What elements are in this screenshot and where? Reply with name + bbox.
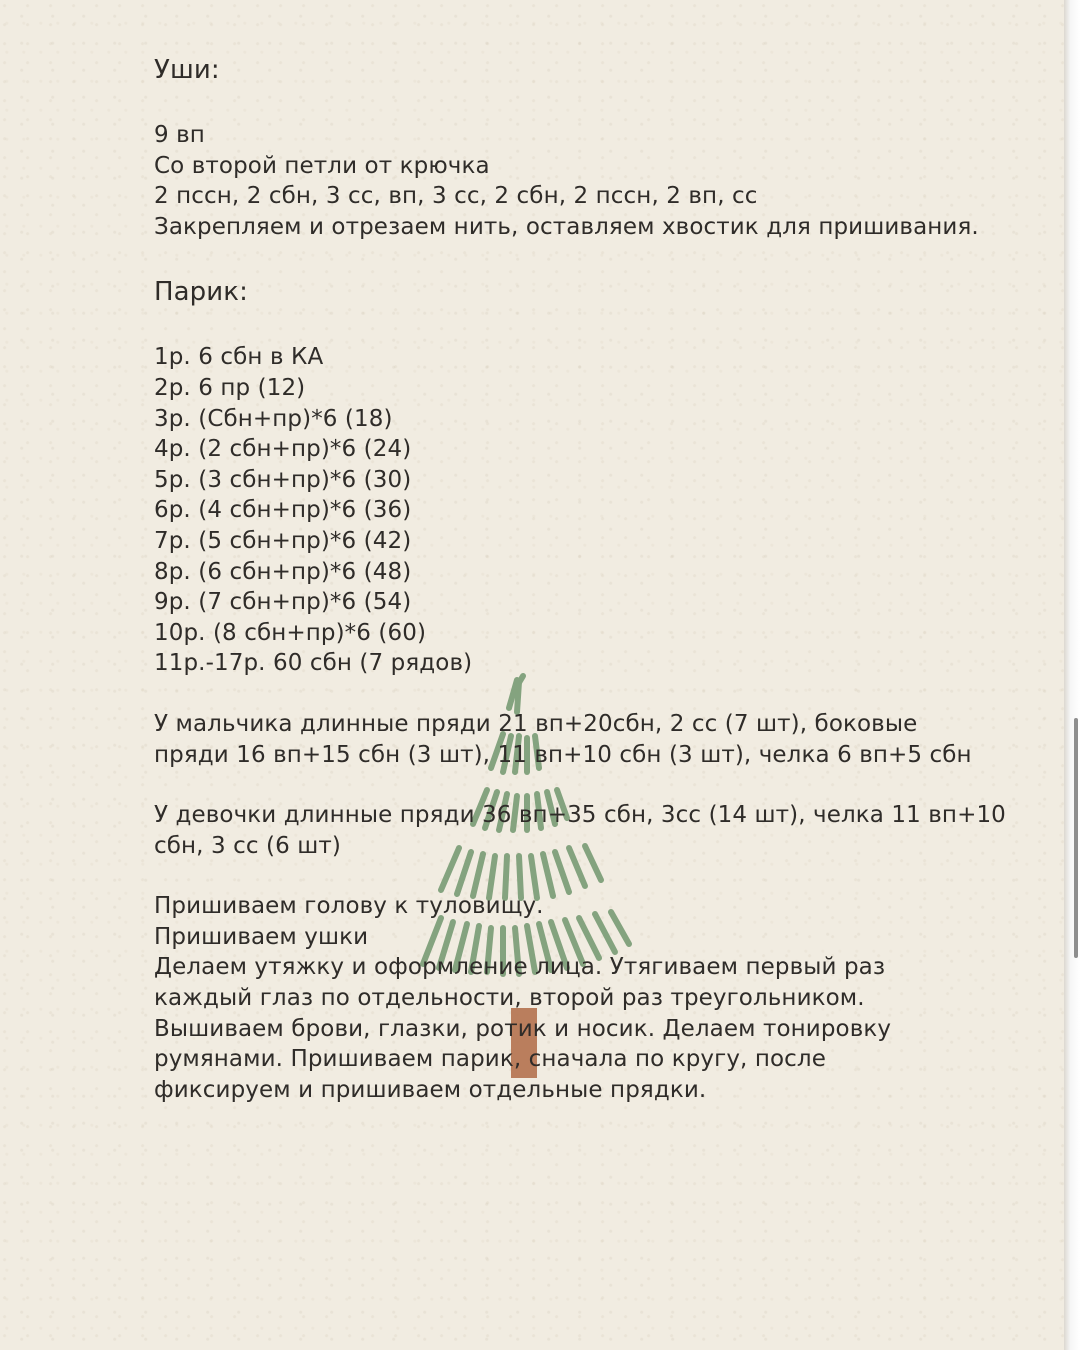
wig-row: 4р. (2 сбн+пр)*6 (24) <box>154 436 412 463</box>
ears-line: 9 вп <box>154 122 205 148</box>
wig-row: 1р. 6 сбн в КА <box>154 344 324 371</box>
wig-row: 2р. 6 пр (12) <box>154 374 306 401</box>
boy-strands-line: У мальчика длинные пряди 21 вп+20сбн, 2 сс (7 шт), боковые <box>154 710 918 737</box>
wig-row: 10р. (8 сбн+пр)*6 (60) <box>154 619 427 646</box>
girl-strands-line: сбн, 3 сс (6 шт) <box>154 832 341 859</box>
pattern-text <box>154 50 1034 1105</box>
assembly-line: Делаем утяжку и оформление лица. Утягиваем первый раз <box>154 954 886 981</box>
ears-heading: Уши: <box>154 55 220 85</box>
assembly-line: фиксируем и пришиваем отдельные прядки. <box>154 1076 707 1103</box>
assembly-line: каждый глаз по отдельности, второй раз треугольником. <box>154 985 865 1012</box>
ears-line: 2 пссн, 2 сбн, 3 сс, вп, 3 сс, 2 сбн, 2 пссн, 2 вп, сс <box>154 183 758 210</box>
wig-row: 11р.-17р. 60 сбн (7 рядов) <box>154 650 473 677</box>
scrollbar-thumb[interactable] <box>1074 718 1078 958</box>
ears-line: Закрепляем и отрезаем нить, оставляем хвостик для пришивания. <box>154 213 979 240</box>
wig-row: 9р. (7 сбн+пр)*6 (54) <box>154 589 412 616</box>
wig-row: 6р. (4 сбн+пр)*6 (36) <box>154 497 412 524</box>
assembly-line: Вышиваем брови, глазки, ротик и носик. Делаем тонировку <box>154 1015 892 1042</box>
wig-row: 3р. (Сбн+пр)*6 (18) <box>154 405 393 432</box>
wig-row: 5р. (3 сбн+пр)*6 (30) <box>154 466 412 493</box>
assembly-line: румянами. Пришиваем парик, сначала по кругу, после <box>154 1046 826 1073</box>
viewer-edge <box>1064 0 1080 1350</box>
ears-line: Со второй петли от крючка <box>154 152 490 179</box>
assembly-line: Пришиваем ушки <box>154 923 369 950</box>
wig-heading: Парик: <box>154 277 248 308</box>
girl-strands-line: У девочки длинные пряди 36 вп+35 сбн, 3сс (14 шт), челка 11 вп+10 <box>154 802 1006 829</box>
wig-row: 8р. (6 сбн+пр)*6 (48) <box>154 558 412 585</box>
boy-strands-line: пряди 16 вп+15 сбн (3 шт), 11 вп+10 сбн (3 шт), челка 6 вп+5 сбн <box>154 741 972 768</box>
assembly-line: Пришиваем голову к туловищу. <box>154 893 544 920</box>
wig-row: 7р. (5 сбн+пр)*6 (42) <box>154 527 412 554</box>
